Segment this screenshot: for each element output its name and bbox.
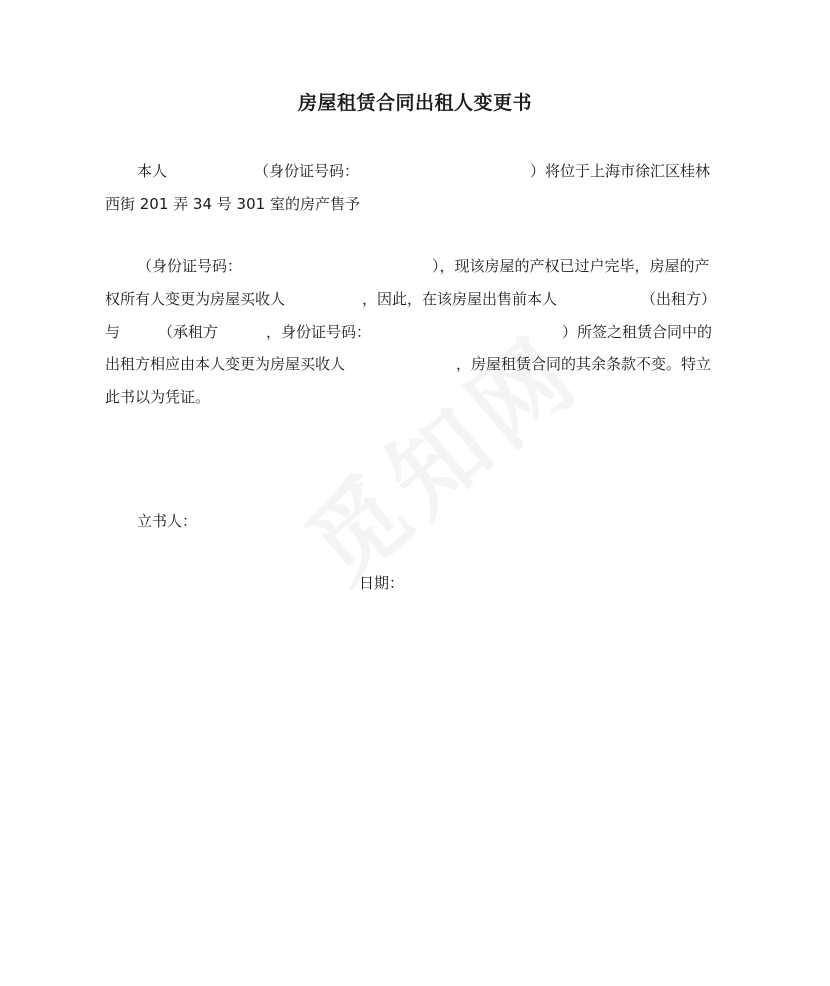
document-title: 房屋租赁合同出租人变更书 (297, 92, 532, 114)
para2-text-with: 与 (105, 323, 121, 341)
para2-text-lessor-change: 出租方相应由本人变更为房屋买收人 (105, 355, 346, 373)
para2-text-lessor: （出租方） (641, 290, 717, 308)
para2-text-transfer: ），现该房屋的产权已过户完毕，房屋的产 (432, 257, 710, 275)
para1-text-location: ）将位于上海市徐汇区桂林 (530, 162, 711, 180)
para1-text-id-open: （身份证号码： (254, 162, 360, 180)
date-label: 日期： (359, 574, 405, 592)
para2-text-id-open: （身份证号码： (137, 257, 243, 275)
watermark (273, 299, 605, 608)
para2-text-contract: ）所签之租赁合同中的 (562, 323, 713, 341)
para1-text-address: 西街 201 弄 34 号 301 室的房产售予 (105, 195, 360, 213)
signer-label: 立书人： (137, 512, 198, 530)
para2-text-evidence: 此书以为凭证。 (105, 388, 211, 406)
para2-text-other-terms: ，房屋租赁合同的其余条款不变。特立 (456, 355, 712, 373)
para2-text-therefore: ，因此，在该房屋出售前本人 (362, 290, 558, 308)
para2-text-owner-change: 权所有人变更为房屋买收人 (105, 290, 286, 308)
para2-text-id-label: ，身份证号码： (266, 323, 372, 341)
para2-text-lessee: （承租方 (158, 323, 219, 341)
para1-text-benren: 本人 (137, 162, 168, 180)
